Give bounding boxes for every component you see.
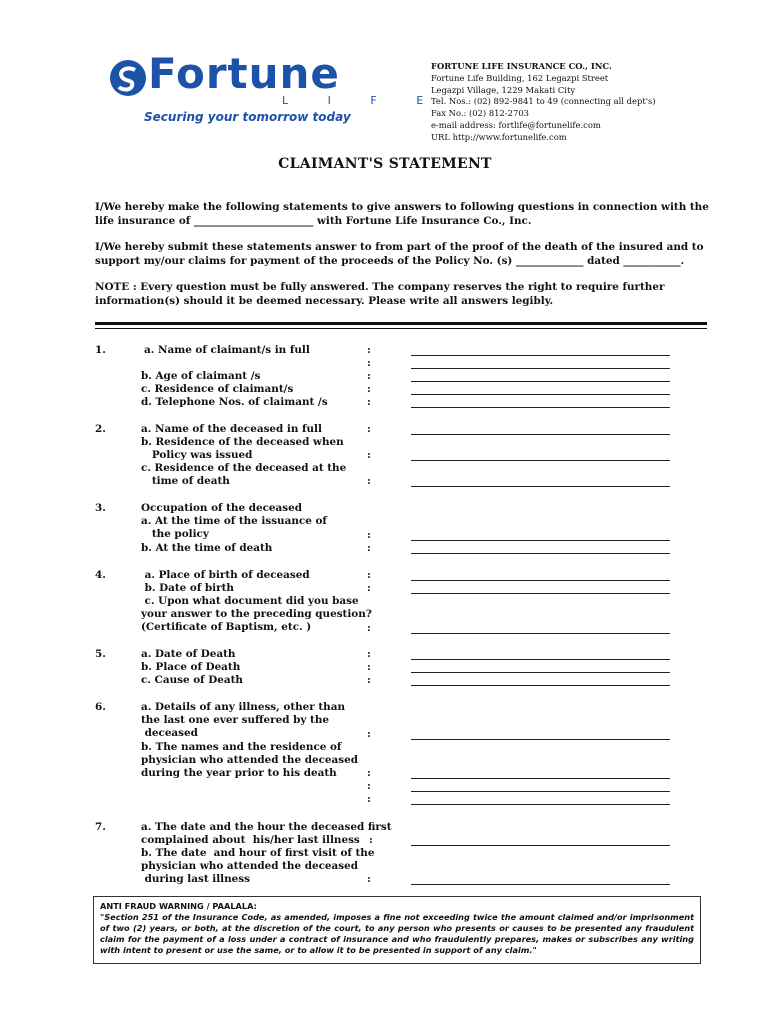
q3a-label: Occupation of the deceased a. At the time of the issuance of the policy: [141, 502, 327, 541]
q4b-label: b. Date of birth: [141, 582, 234, 594]
company-fax: Fax No.: (02) 812-2703: [431, 108, 529, 119]
colon: :: [367, 569, 371, 581]
logo-word: Fortune: [148, 49, 340, 98]
colon: :: [367, 383, 371, 395]
question-number: 7.: [95, 821, 106, 833]
q5b-answer-field[interactable]: [411, 672, 670, 673]
colon: :: [367, 728, 371, 740]
q2a-label: a. Name of the deceased in full: [141, 423, 322, 435]
q1a-answer-field-2[interactable]: [411, 368, 670, 369]
q1b-answer-field[interactable]: [411, 381, 670, 382]
colon: :: [367, 622, 371, 634]
colon: :: [367, 793, 371, 805]
question-number: 1.: [95, 344, 106, 356]
q6b-answer-field-3[interactable]: [411, 804, 670, 805]
divider-thin: [95, 328, 707, 329]
proof-statement: I/We hereby submit these statements answer to from part of the proof of the death of the insured and to support my/our claims for payment of the proceeds of the Policy No. (s) _____________ dated ___________.: [95, 241, 704, 267]
colon: :: [367, 780, 371, 792]
q1d-answer-field[interactable]: [411, 407, 670, 408]
warning-body: "Section 251 of the Insurance Code, as amended, imposes a fine not exceeding twice the amount claimed and/or imprisonment of two (2) years, or both, at the discretion of the court, to any person who presents or causes to be presented any fraudulent claim for the payment of a loss under a contract of insurance and who fraudulently prepares, makes or subscribes any writing with intent to present or use the same, or to allow it to be presented in support of any claim.": [100, 911, 694, 955]
colon: :: [367, 873, 371, 885]
q4a-label: a. Place of birth of deceased: [141, 569, 310, 581]
q6a-answer-field[interactable]: [411, 739, 670, 740]
question-number: 4.: [95, 569, 106, 581]
colon: :: [367, 423, 371, 435]
q6b-label: b. The names and the residence of physician who attended the deceased during the year prior to his death: [141, 741, 358, 780]
colon: :: [367, 582, 371, 594]
note-text: NOTE : Every question must be fully answered. The company reserves the right to require further information(s) should it be deemed necessary. Please write all answers legibly.: [95, 281, 665, 307]
colon: :: [367, 396, 371, 408]
q4b-answer-field[interactable]: [411, 593, 670, 594]
company-email: e-mail address: fortlife@fortunelife.com: [431, 119, 601, 130]
company-address-line: Legazpi Village, 1229 Makati City: [431, 84, 576, 95]
q6a-label: a. Details of any illness, other than the last one ever suffered by the deceased: [141, 701, 346, 740]
colon: :: [367, 767, 371, 779]
q4c-answer-field[interactable]: [411, 633, 670, 634]
q2c-answer-field[interactable]: [411, 486, 670, 487]
anti-fraud-warning-box: [93, 896, 701, 964]
q3b-label: b. At the time of death: [141, 542, 273, 554]
company-url: URL http://www.fortunelife.com: [431, 131, 567, 142]
page-title: CLAIMANT'S STATEMENT: [278, 156, 492, 172]
q1c-label: c. Residence of claimant/s: [141, 383, 294, 395]
company-telephone: Tel. Nos.: (02) 892-9841 to 49 (connecting all dept's): [431, 96, 656, 107]
question-number: 6.: [95, 701, 106, 713]
question-number: 2.: [95, 423, 106, 435]
q4c-label: c. Upon what document did you base your answer to the preceding question? (Certificate of Baptism, etc. ): [141, 595, 372, 634]
q7b-answer-field[interactable]: [411, 884, 670, 885]
q5c-answer-field[interactable]: [411, 685, 670, 686]
q7a-label: a. The date and the hour the deceased first complained about his/her last illness: [141, 821, 392, 847]
q1d-label: d. Telephone Nos. of claimant /s: [141, 396, 328, 408]
colon: :: [367, 648, 371, 660]
logo-tagline: Securing your tomorrow today: [144, 110, 351, 124]
q3b-answer-field[interactable]: [411, 553, 670, 554]
q4a-answer-field[interactable]: [411, 580, 670, 581]
colon: :: [369, 834, 373, 846]
colon: :: [367, 661, 371, 673]
q3a-answer-field[interactable]: [411, 540, 670, 541]
colon: :: [367, 542, 371, 554]
q2c-label: c. Residence of the deceased at the time of death: [141, 462, 347, 488]
colon: :: [367, 529, 371, 541]
colon: :: [367, 344, 371, 356]
company-address-block: [431, 61, 656, 144]
q5a-label: a. Date of Death: [141, 648, 236, 660]
q5b-label: b. Place of Death: [141, 661, 241, 673]
q2b-label: b. Residence of the deceased when Policy was issued: [141, 436, 344, 462]
q5a-answer-field[interactable]: [411, 659, 670, 660]
q1a-label: a. Name of claimant/s in full: [144, 344, 310, 356]
q6b-answer-field[interactable]: [411, 778, 670, 779]
divider-thick: [95, 322, 707, 325]
colon: :: [367, 357, 371, 369]
intro-statement: I/We hereby make the following statements to give answers to following questions in connection with the life insurance of _______________________ with Fortune Life Insurance Co., Inc.: [95, 201, 709, 227]
question-number: 3.: [95, 502, 106, 514]
company-name: FORTUNE LIFE INSURANCE CO., INC.: [431, 61, 612, 71]
colon: :: [367, 449, 371, 461]
logo-sub: L I F E: [282, 94, 442, 107]
q7a-answer-field[interactable]: [411, 845, 670, 846]
q2b-answer-field[interactable]: [411, 460, 670, 461]
company-address-line: Fortune Life Building, 162 Legazpi Street: [431, 72, 609, 83]
q2a-answer-field[interactable]: [411, 434, 670, 435]
colon: :: [367, 475, 371, 487]
q7b-label: b. The date and hour of first visit of the physician who attended the deceased during last illness: [141, 847, 375, 886]
question-number: 5.: [95, 648, 106, 660]
q1a-answer-field[interactable]: [411, 355, 670, 356]
q1b-label: b. Age of claimant /s: [141, 370, 261, 382]
q5c-label: c. Cause of Death: [141, 674, 243, 686]
q1c-answer-field[interactable]: [411, 394, 670, 395]
colon: :: [367, 370, 371, 382]
logo-emblem-icon: [108, 58, 148, 98]
company-logo: [108, 49, 442, 124]
q6b-answer-field-2[interactable]: [411, 791, 670, 792]
warning-title: ANTI FRAUD WARNING / PAALALA:: [100, 901, 257, 911]
colon: :: [367, 674, 371, 686]
